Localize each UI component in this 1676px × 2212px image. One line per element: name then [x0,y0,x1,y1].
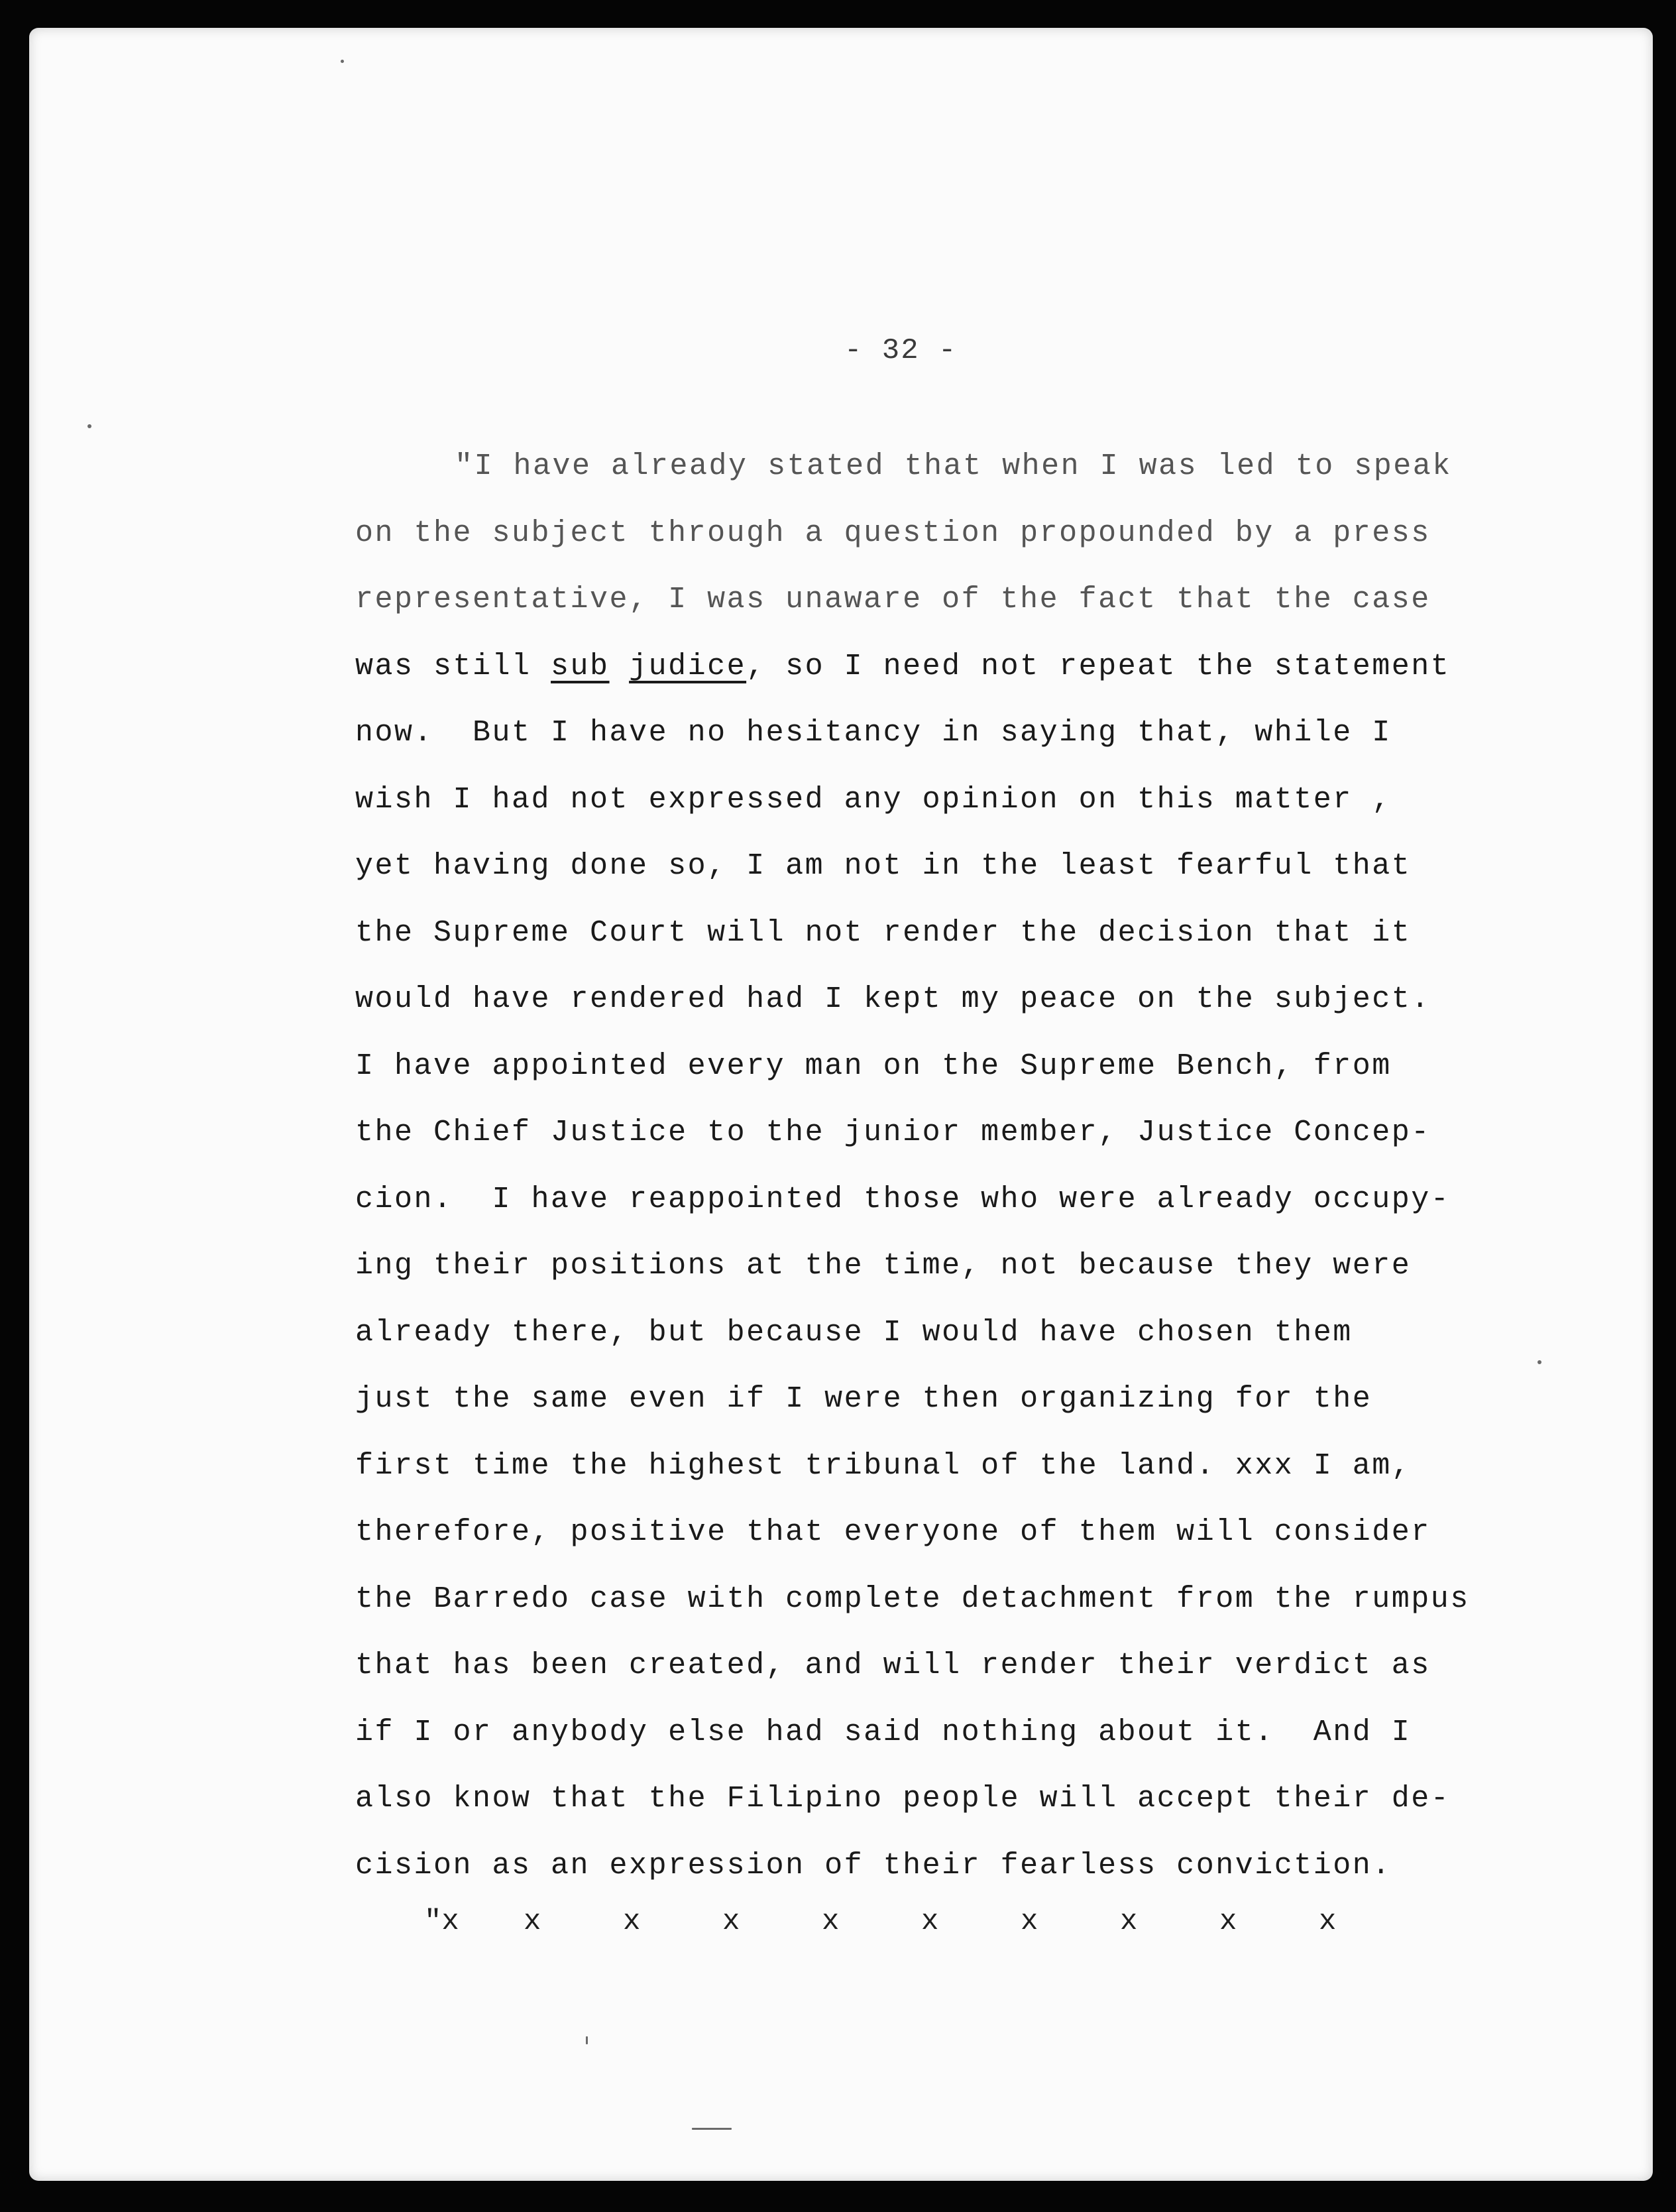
text-line: the Chief Justice to the junior member, Justice Concep- [355,1116,1431,1149]
text-line: the Barredo case with complete detachment from the rumpus [355,1582,1470,1616]
scan-speck [1537,1360,1541,1364]
text-line: already there, but because I would have chosen them [355,1315,1353,1350]
text-line: first time the highest tribunal of the land. xxx I am, [355,1448,1412,1483]
text-segment: , so I need not repeat the statement [746,649,1451,683]
text-segment: was still [355,649,551,683]
text-line: ing their positions at the time, not because they were [355,1249,1412,1283]
ellipsis-mark: x [1219,1905,1237,1938]
ellipsis-mark: x [623,1905,641,1938]
text-line: cion. I have reappointed those who were already occupy- [355,1182,1451,1216]
underlined-term-sub: sub [551,649,610,683]
typed-page [29,28,1653,2181]
text-line: just the same even if I were then organizing for the [355,1382,1372,1416]
quoted-paragraph [355,434,1522,1899]
scan-speck [341,60,344,63]
text-line: that has been created, and will render their verdict as [355,1649,1431,1682]
text-line [355,634,1522,701]
ellipsis-mark: x [1021,1905,1038,1938]
scan-speck [586,2036,588,2044]
text-line: now. But I have no hesitancy in saying that, while I [355,716,1392,750]
text-line: I have appointed every man on the Supreme Bench, from [355,1049,1392,1083]
ellipsis-mark: x [822,1905,840,1938]
scan-speck [87,424,91,428]
text-segment [610,650,630,683]
ellipsis-mark: "x [424,1905,459,1938]
page-number: - 32 - [844,334,958,367]
text-line: representative, I was unaware of the fact that the case [355,583,1431,616]
ellipsis-mark: x [722,1905,740,1938]
underlined-term-judice: judice [629,649,747,683]
text-line: would have rendered had I kept my peace on the subject. [355,982,1431,1016]
ellipsis-mark: x [524,1905,541,1938]
text-line: cision as an expression of their fearless conviction. [355,1848,1392,1883]
text-line: therefore, positive that everyone of them will consider [355,1515,1431,1549]
ellipsis-mark: x [1319,1905,1337,1938]
text-line: also know that the Filipino people will accept their de- [355,1782,1451,1816]
text-line: yet having done so, I am not in the least fearful that [355,849,1412,883]
text-line: on the subject through a question propounded by a press [355,516,1431,550]
text-line: the Supreme Court will not render the decision that it [355,915,1412,950]
text-line: if I or anybody else had said nothing about it. And I [355,1715,1412,1749]
ellipsis-mark: x [921,1905,939,1938]
scan-speck [692,2128,732,2130]
ellipsis-mark: x [1120,1905,1138,1938]
ellipsis-row [424,1905,1418,1938]
text-line: wish I had not expressed any opinion on this matter , [355,782,1392,817]
text-line: "I have already stated that when I was led to speak [455,449,1452,483]
